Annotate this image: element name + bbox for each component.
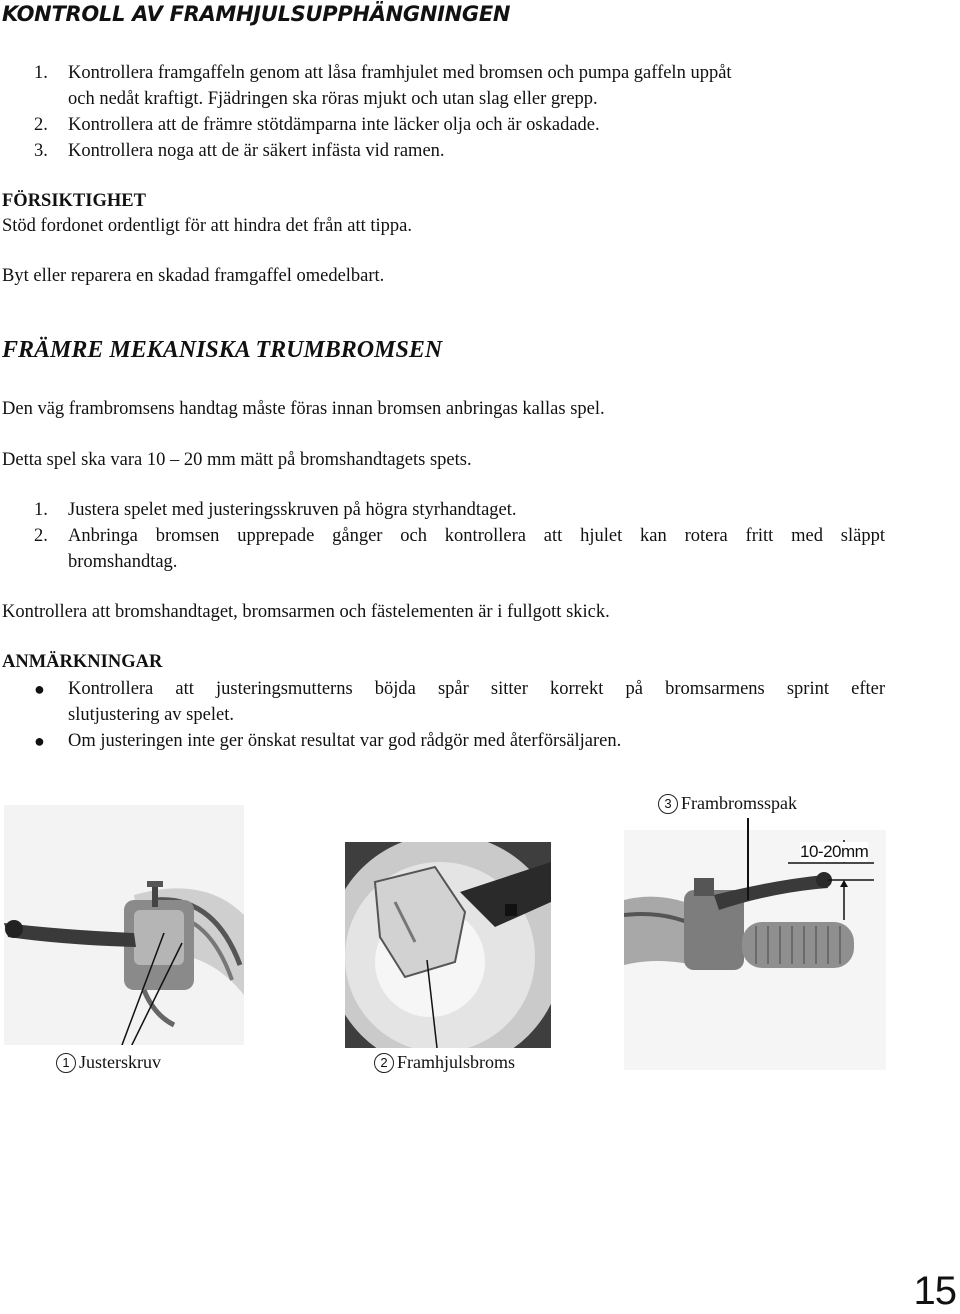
replace-text: Byt eller reparera en skadad framgaffel omedelbart. xyxy=(2,266,385,286)
front-drum-brake-photo xyxy=(345,842,551,1048)
step-text: Justera spelet med justeringsskruven på högra styrhandtaget. xyxy=(68,500,517,520)
handlebar-left-photo xyxy=(4,805,244,1045)
caution-heading: FÖRSIKTIGHET xyxy=(2,191,146,211)
callout-number: 2 xyxy=(374,1053,394,1073)
brake-lever-photo xyxy=(624,780,886,1070)
step-text: Kontrollera att de främre stötdämparna inte läcker olja och är oskadade. xyxy=(68,115,600,135)
step-number: 1. xyxy=(34,500,48,520)
step-text: Kontrollera noga att de är säkert infästa vid ramen. xyxy=(68,141,445,161)
label-brake-lever xyxy=(658,793,797,814)
caution-text: Stöd fordonet ordentligt för att hindra det från att tippa. xyxy=(2,216,412,236)
dimension-label: 10-20mm xyxy=(800,842,869,861)
section-title-brake: FRÄMRE MEKANISKA TRUMBROMSEN xyxy=(2,337,443,363)
step-number: 2. xyxy=(34,526,48,546)
brake-para-2: Detta spel ska vara 10 – 20 mm mätt på bromshandtagets spets. xyxy=(2,450,472,470)
step-text-continued: och nedåt kraftigt. Fjädringen ska röras mjukt och utan slag eller grepp. xyxy=(68,89,598,109)
bullet-icon: ● xyxy=(34,679,45,699)
step-text-continued: bromshandtag. xyxy=(68,552,178,572)
step-number: 1. xyxy=(34,63,48,83)
page-number: 15 xyxy=(913,1269,956,1313)
callout-number: 3 xyxy=(658,794,678,814)
note-text: Om justeringen inte ger önskat resultat var god rådgör med återförsäljaren. xyxy=(68,731,622,751)
section-title-suspension: KONTROLL AV FRAMHJULSUPPHÄNGNINGEN xyxy=(2,2,511,26)
label-adjuster-screw xyxy=(56,1052,161,1073)
note-text-continued: slutjustering av spelet. xyxy=(68,705,234,725)
brake-para-1: Den väg frambromsens handtag måste föras innan bromsen anbringas kallas spel. xyxy=(2,399,605,419)
step-text: Anbringa bromsen upprepade gånger och kontrollera att hjulet kan rotera fritt med släppt xyxy=(68,526,885,546)
step-number: 3. xyxy=(34,141,48,161)
bullet-icon: ● xyxy=(34,731,45,751)
note-text: Kontrollera att justeringsmutterns böjda spår sitter korrekt på bromsarmens sprint efter xyxy=(68,679,885,699)
callout-text: Framhjulsbroms xyxy=(397,1052,516,1072)
callout-text: Frambromsspak xyxy=(681,793,797,813)
callout-text: Justerskruv xyxy=(79,1052,161,1072)
callout-number: 1 xyxy=(56,1053,76,1073)
step-text: Kontrollera framgaffeln genom att låsa framhjulet med bromsen och pumpa gaffeln uppåt xyxy=(68,63,732,83)
brake-figure xyxy=(0,780,900,1090)
check-text: Kontrollera att bromshandtaget, bromsarmen och fästelementen är i fullgott skick. xyxy=(2,602,610,622)
step-number: 2. xyxy=(34,115,48,135)
label-front-brake xyxy=(374,1052,515,1073)
notes-heading: ANMÄRKNINGAR xyxy=(2,652,163,672)
